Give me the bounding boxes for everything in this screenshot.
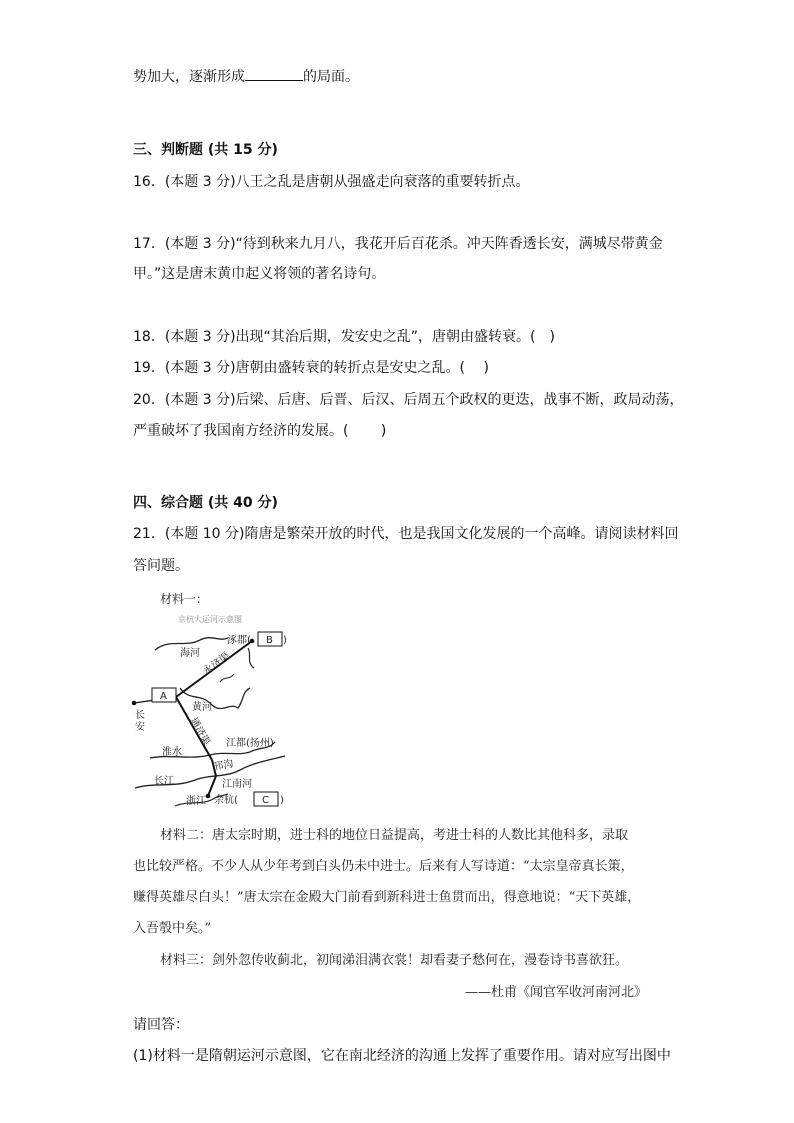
- please-answer: 请回答：: [133, 1017, 189, 1033]
- huanghe-branch: [220, 674, 234, 682]
- jiangnanhe-label: 江南河: [222, 779, 252, 790]
- question-19: 19．(本题 3 分)唐朝由盛转衰的转折点是安史之乱。( ): [133, 360, 489, 376]
- question-20-line1: 20．(本题 3 分)后梁、后唐、后晋、后汉、后周五个政权的更迭，战事不断，政局动荡，: [133, 392, 684, 408]
- box-b-close: ): [283, 635, 287, 646]
- material2-line4: 入吾彀中矣。”: [133, 921, 212, 936]
- yuhang-dot: [206, 794, 211, 799]
- answer-blank[interactable]: [245, 66, 303, 81]
- jiangdu-label: 江都(扬州): [226, 738, 274, 749]
- material2-line2: 也比较严格。不少人从少年考到白头仍未中进士。后来有人写诗道：“太宗皇帝真长策，: [133, 859, 634, 874]
- question-17-line2: 甲。”这是唐末黄巾起义将领的著名诗句。: [133, 266, 386, 282]
- question-21-line2: 答问题。: [133, 558, 189, 574]
- question-17-line1: 17．(本题 3 分)“待到秋来九月八，我花开后百花杀。冲天阵香透长安，满城尽带黄金: [133, 236, 663, 252]
- intro-text-end: 的局面。: [303, 69, 359, 85]
- material1-label: 材料一：: [160, 592, 209, 606]
- haihe-label: 海河: [180, 648, 200, 659]
- material2-line1: 材料二：唐太宗时期，进士科的地位日益提高，考进士科的人数比其他科多，录取: [160, 828, 629, 843]
- yuhang-label: 余杭(: [214, 795, 238, 806]
- intro-text: 势加大，逐渐形成: [133, 69, 245, 85]
- hangou-label: 邗沟: [212, 758, 235, 773]
- jiangnanhe-canal: [208, 776, 216, 796]
- question-21-line1: 21．(本题 10 分)隋唐是繁荣开放的时代，也是我国文化发展的一个高峰。请阅读材料回: [133, 526, 679, 542]
- huanghe-river: [180, 688, 250, 708]
- yongjiqu-label: 永济渠: [201, 650, 233, 678]
- question-18: 18．(本题 3 分)出现“其治后期，发安史之乱”，唐朝由盛转衰。( ): [133, 329, 555, 345]
- zhejiang-label: 浙江: [186, 796, 206, 807]
- changan-label-2: 安: [135, 722, 145, 733]
- material2-line3: 赚得英雄尽白头！”唐太宗在金殿大门前看到新科进士鱼贯而出，得意地说：“天下英雄，: [133, 890, 641, 905]
- changan-dot: [132, 701, 137, 706]
- changjiang-label: 长江: [154, 776, 174, 787]
- section3-heading: 三、判断题 (共 15 分): [133, 142, 278, 158]
- question-20-line2: 严重破坏了我国南方经济的发展。( ): [133, 423, 387, 439]
- tongjiqu-label: 通济渠: [187, 716, 212, 748]
- box-a-label: A: [160, 691, 167, 702]
- changan-label-1: 长: [135, 710, 145, 721]
- question-16: 16．(本题 3 分)八王之乱是唐朝从强盛走向衰落的重要转折点。: [133, 174, 530, 190]
- map-title: 京杭大运河示意图: [178, 615, 242, 624]
- intro-tail-line: [133, 66, 359, 87]
- zhuojun-label: 涿郡(: [227, 635, 251, 646]
- section4-heading: 四、综合题 (共 40 分): [133, 495, 278, 511]
- canal-map: [120, 610, 310, 815]
- box-c-close: ): [280, 795, 284, 806]
- box-b-label: B: [266, 635, 273, 646]
- huaishui-label: 淮水: [162, 747, 182, 758]
- box-c-label: C: [262, 795, 269, 806]
- material3-text: 材料三：剑外忽传收蓟北，初闻涕泪满衣裳！却看妻子愁何在，漫卷诗书喜欲狂。: [160, 953, 629, 968]
- haihe-branch: [248, 648, 254, 668]
- question-21-part1: (1)材料一是隋朝运河示意图，它在南北经济的沟通上发挥了重要作用。请对应写出图中: [133, 1048, 671, 1064]
- huanghe-label: 黄河: [192, 702, 212, 713]
- material3-source: ——杜甫《闻官军收河南河北》: [465, 985, 648, 1000]
